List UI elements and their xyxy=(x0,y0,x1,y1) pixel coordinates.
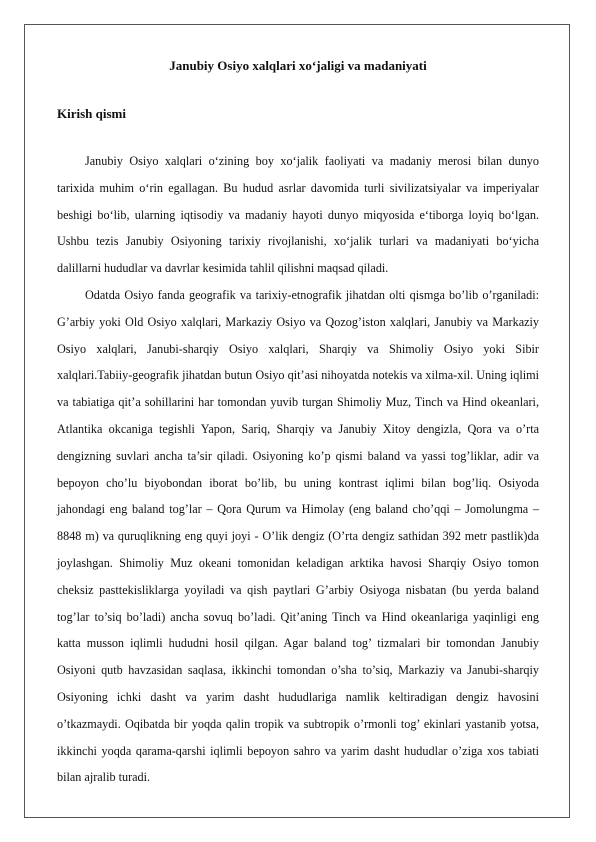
body-text xyxy=(57,148,539,791)
section-heading: Kirish qismi xyxy=(57,106,126,121)
paragraph-geography: Odatda Osiyo fanda geografik va tarixiy-etnografik jihatdan olti qismga bo’lib o’rganiladi: G’arbiy yoki Old Osiyo xalqlari, Markaziy Osiyo va Qozog’iston xalqlari, Janubiy va Markaziy Osiyo xalqlari, Janubi-sharqiy Osiyo xalqlari, Sharqiy va Shimoliy Osiyo yoki Sibir xalqlari.Tabiiy-geografik jihatdan butun Osiyo qit’asi nihoyatda notekis va xilma-xil. Uning iqlimi va tabiatiga qit’a sohillarini har tomondan yuvib turgan Shimoliy Muz, Tinch va Hind okeanlari, Atlantika okcaniga tegishli Yapon, Sariq, Sharqiy va Janubiy Xitoy dengizla, Qora va o’rta dengizning suvlari ancha ta’sir qiladi. Osiyoning ko’p qismi baland va yassi tog’liklar, adir va bepoyon cho’lu biyobondan iborat bo’lib, bu uning kontrast iqlimi bilan bog’liq. Osiyoda jahondagi eng baland tog’lar – Qora Qurum va Himolay (eng baland cho’qqi – Jomolungma – 8848 m) va quruqlikning eng quyi joyi - O’lik dengiz (O’rta dengiz sathidan 392 metr pastlik)da joylashgan. Shimoliy Muz okeani tomonidan keladigan arktika havosi Sharqiy Osiyo tomon cheksiz pasttekisliklarga yoyiladi va qish paytlari G’arbiy Osiyoga nisbatan (bu yerda baland tog’lar to’siq bo’ladi) ancha sovuq bo’ladi. Qit’aning Tinch va Hind okeanlariga yaqinligi eng katta musson iqlimli hududni hosil qilgan. Agar baland tog’ tizmalari bir tomondan Janubiy Osiyoni qutb havzasidan saqlasa, ikkinchi tomondan o’sha to’siq, Markaziy va Janubi-sharqiy Osiyoning ichki dasht va yarim dasht hududlariga namlik keltiradigan dengiz havosini o’tkazmaydi. Oqibatda bir yoqda qalin tropik va subtropik o’rmonli tog’ ekinlari yastanib yotsa, ikkinchi yoqda qarama-qarshi iqlimli bepoyon sahro va yarim dasht hududlar o’ziga xos tabiati bilan ajralib turadi. xyxy=(57,287,539,785)
document-title: Janubiy Osiyo xalqlari xo‘jaligi va madaniyati xyxy=(169,58,427,73)
paragraph-intro: Janubiy Osiyo xalqlari o‘zining boy xo‘jalik faoliyati va madaniy merosi bilan dunyo tarixida muhim o‘rin egallagan. Bu hudud asrlar davomida turli sivilizatsiyalar va imperiyalar beshigi bo‘lib, ularning iqtisodiy va madaniy hayoti dunyo miqyosida e‘tiborga loyiq bo‘lgan. Ushbu tezis Janubiy Osiyoning tarixiy rivojlanishi, xo‘jalik turlari va madaniyati bo‘yicha dalillarni hududlar va davrlar kesimida tahlil qilishni maqsad qiladi. xyxy=(57,154,539,276)
